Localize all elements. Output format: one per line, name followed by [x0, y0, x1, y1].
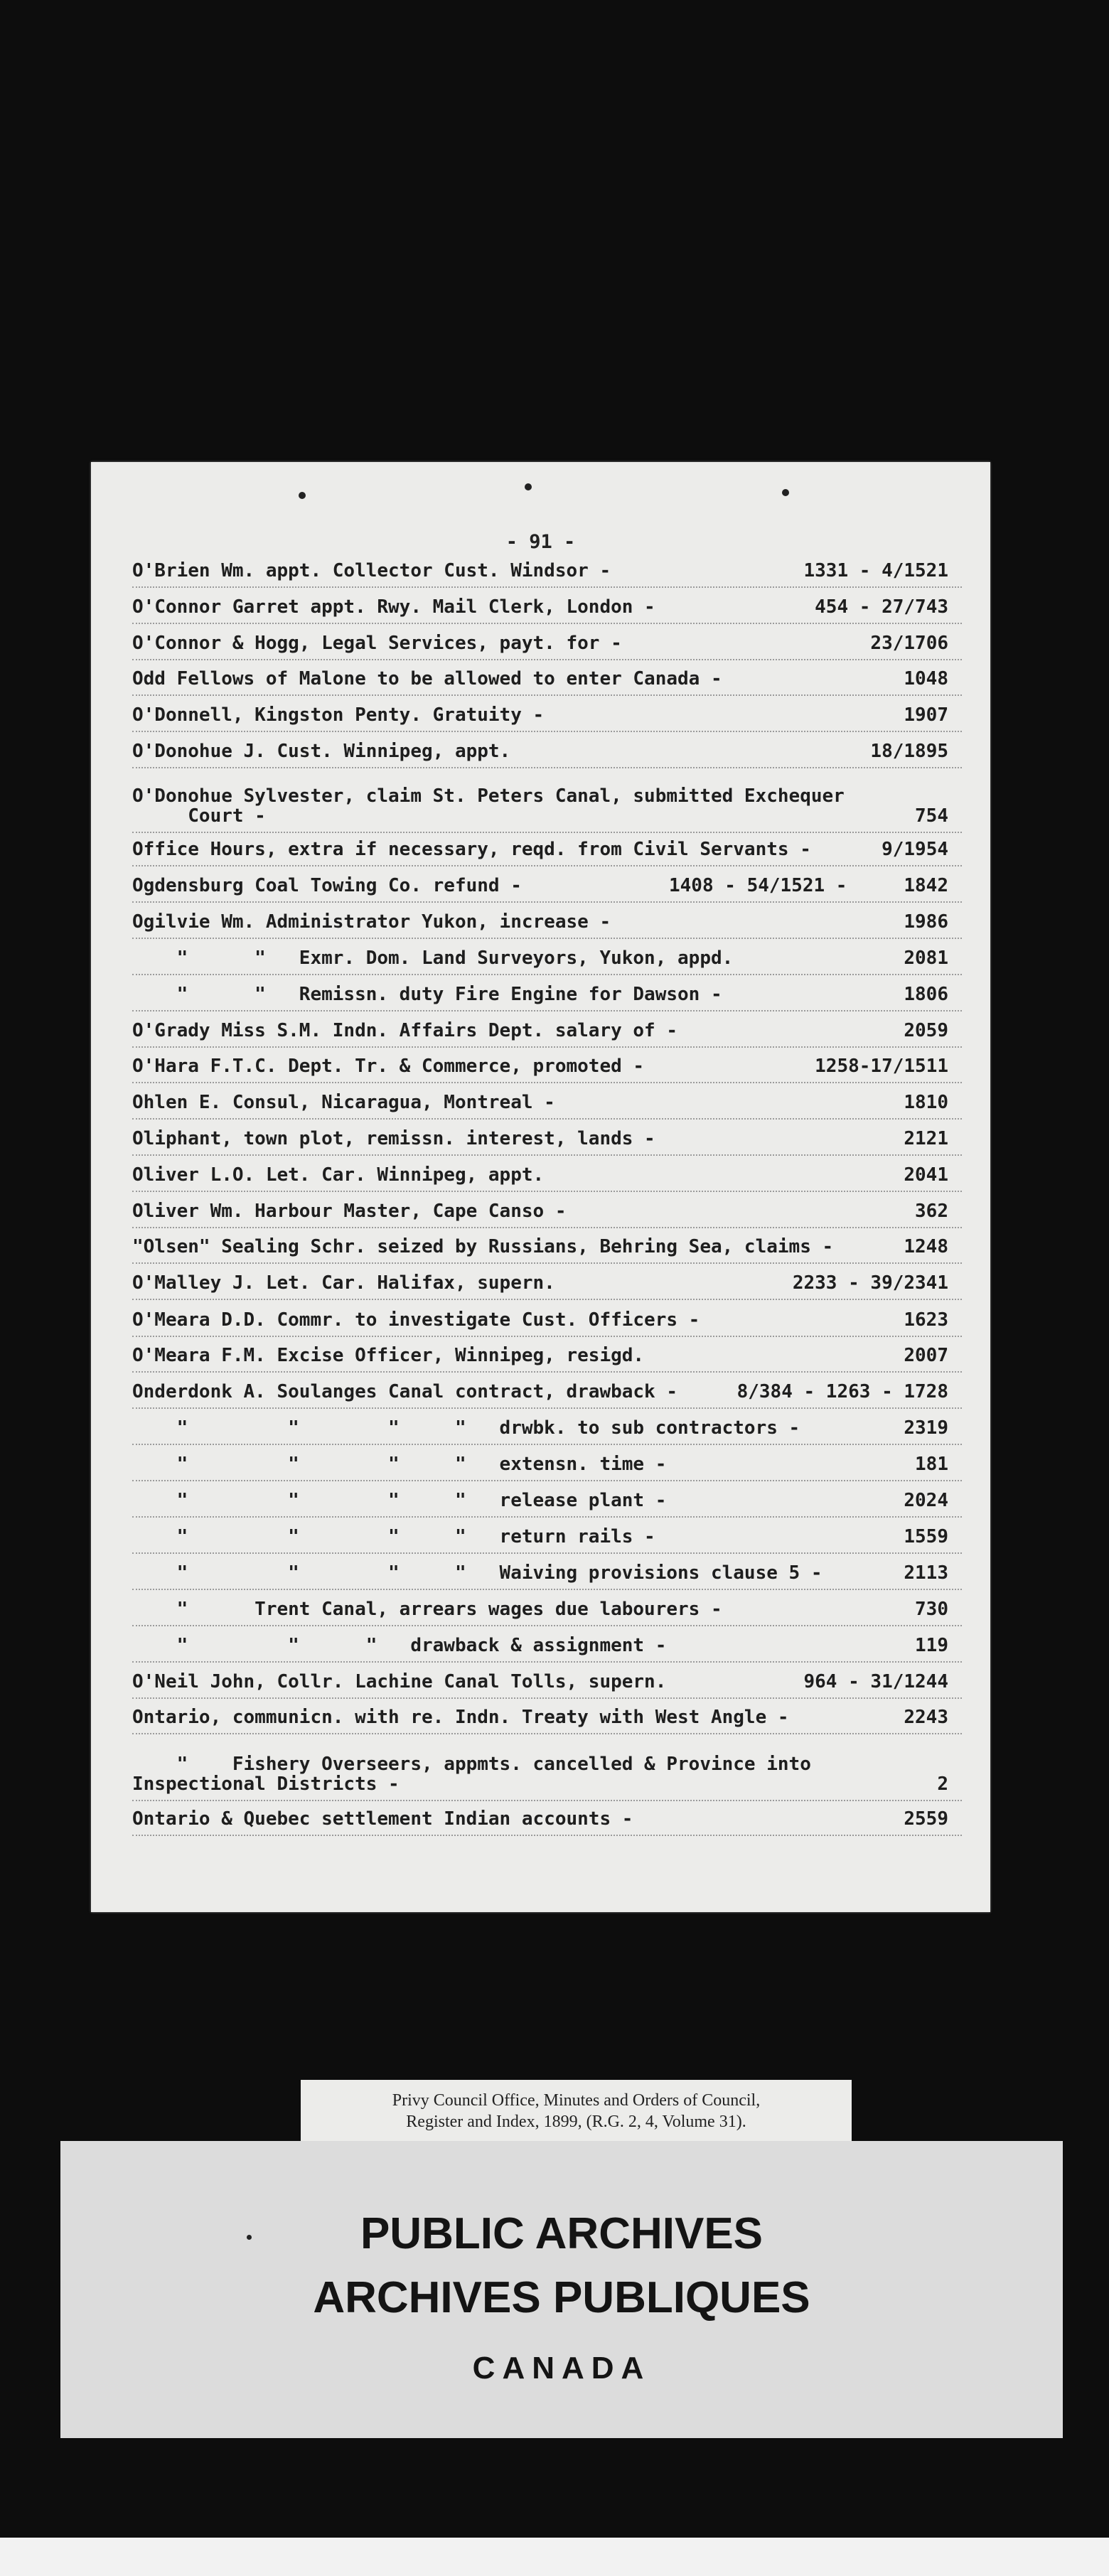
source-label-line: Privy Council Office, Minutes and Orders of Council, [392, 2091, 761, 2110]
entry-text: " Trent Canal, arrears wages due labourers - [132, 1599, 722, 1620]
entry-text: O'Connor Garret appt. Rwy. Mail Clerk, London - [132, 596, 655, 618]
entry-reference: 2113 [904, 1562, 948, 1584]
source-label-line: Register and Index, 1899, (R.G. 2, 4, Volume 31). [406, 2113, 746, 2131]
entry-reference: 2081 [904, 948, 948, 969]
entry-reference: 1842 [904, 875, 948, 896]
entry-text: Ohlen E. Consul, Nicaragua, Montreal - [132, 1092, 555, 1113]
entry-text: O'Donohue J. Cust. Winnipeg, appt. [132, 741, 511, 762]
index-entry [132, 1754, 948, 1794]
index-entry [132, 1491, 948, 1510]
ruled-line [132, 1227, 962, 1228]
ruled-line [132, 1661, 962, 1663]
index-entry [132, 561, 948, 581]
ruled-line [132, 1625, 962, 1626]
index-entry [132, 948, 948, 968]
source-label [301, 2080, 852, 2144]
stamp-dot-mark [247, 2235, 252, 2240]
ruled-line [132, 659, 962, 660]
ruled-line [132, 1800, 962, 1801]
ruled-line [132, 1336, 962, 1337]
ruled-line [132, 1835, 962, 1836]
entry-text: O'Brien Wm. appt. Collector Cust. Windsor - [132, 560, 611, 581]
entry-text: " " " " return rails - [132, 1526, 655, 1547]
ruled-line [132, 1010, 962, 1011]
entry-reference: 454 - 27/743 [815, 596, 948, 618]
index-entry [132, 876, 948, 896]
index-entry [132, 1056, 948, 1076]
entry-reference: 2059 [904, 1020, 948, 1041]
ruled-line [132, 1118, 962, 1120]
ruled-line [132, 974, 962, 975]
entry-reference: 1248 [904, 1236, 948, 1257]
ruled-line [132, 1082, 962, 1083]
index-entry [132, 633, 948, 653]
ruled-line [132, 1154, 962, 1156]
entry-reference: 2024 [904, 1490, 948, 1511]
ruled-line [132, 623, 962, 624]
entry-reference: 2041 [904, 1164, 948, 1186]
ruled-line [132, 1480, 962, 1481]
entry-text: Oliver Wm. Harbour Master, Cape Canso - [132, 1201, 567, 1222]
stamp-line: PUBLIC ARCHIVES [360, 2209, 764, 2258]
index-entry [132, 1707, 948, 1727]
index-entry [132, 1129, 948, 1149]
index-entry [132, 786, 948, 826]
ruled-line [132, 938, 962, 939]
punch-hole-mark [782, 489, 789, 496]
index-entry [132, 1563, 948, 1583]
entry-reference: 18/1895 [870, 741, 948, 762]
index-entry [132, 1599, 948, 1619]
index-entry [132, 741, 948, 761]
entry-reference: 181 [915, 1454, 948, 1475]
entry-text: " " " " drwbk. to sub contractors - [132, 1417, 800, 1439]
entry-text: O'Meara F.M. Excise Officer, Winnipeg, resigd. [132, 1345, 645, 1366]
ruled-line [132, 1589, 962, 1590]
entry-reference: 119 [915, 1635, 948, 1656]
entry-text: " " " " Waiving provisions clause 5 - [132, 1562, 823, 1584]
ruled-line [132, 1407, 962, 1409]
index-entry [132, 1809, 948, 1829]
entry-reference: 730 [915, 1599, 948, 1620]
index-entry [132, 705, 948, 725]
ruled-line [132, 1262, 962, 1264]
entry-text: O'Neil John, Collr. Lachine Canal Tolls, supern. [132, 1671, 667, 1692]
ruled-line [132, 865, 962, 866]
entry-reference: 1623 [904, 1309, 948, 1331]
entry-reference: 1806 [904, 984, 948, 1005]
index-entry [132, 1021, 948, 1041]
entry-reference: 2 [937, 1773, 948, 1795]
stamp-line: ARCHIVES PUBLIQUES [313, 2273, 810, 2322]
entry-text: O'Hara F.T.C. Dept. Tr. & Commerce, promoted - [132, 1056, 645, 1077]
entry-reference: 2233 - 39/2341 [792, 1272, 948, 1294]
index-entry [132, 1201, 948, 1221]
entry-text: O'Connor & Hogg, Legal Services, payt. for - [132, 633, 622, 654]
index-entry [132, 1418, 948, 1438]
entry-text: Oliphant, town plot, remissn. interest, lands - [132, 1128, 655, 1149]
entry-text: Odd Fellows of Malone to be allowed to enter Canada - [132, 668, 722, 689]
index-entry [132, 669, 948, 689]
index-entry [132, 984, 948, 1004]
ruled-line [132, 1733, 962, 1734]
ruled-line [132, 1444, 962, 1445]
film-edge-strip [0, 2538, 1109, 2576]
entry-text: Ogdensburg Coal Towing Co. refund - [132, 875, 522, 896]
index-entry [132, 1382, 948, 1402]
stamp-line: CANADA [472, 2351, 651, 2386]
ruled-line [132, 731, 962, 732]
index-entry [132, 1310, 948, 1330]
index-entry [132, 912, 948, 932]
archives-stamp [60, 2141, 1063, 2438]
entry-reference: 362 [915, 1201, 948, 1222]
entry-reference: 1258-17/1511 [815, 1056, 948, 1077]
entry-reference: 1986 [904, 911, 948, 933]
ruled-line [132, 1552, 962, 1554]
ruled-line [132, 1371, 962, 1373]
entry-text: Office Hours, extra if necessary, reqd. from Civil Servants - [132, 839, 811, 860]
entry-text: " " " " release plant - [132, 1490, 667, 1511]
index-entry [132, 1672, 948, 1692]
index-entry [132, 839, 948, 859]
entry-reference: 2007 [904, 1345, 948, 1366]
entry-reference: 1048 [904, 668, 948, 689]
entry-reference: 2319 [904, 1417, 948, 1439]
index-entry [132, 1165, 948, 1185]
index-entry [132, 1093, 948, 1112]
ruled-line [132, 767, 962, 768]
entry-text: O'Donohue Sylvester, claim St. Peters Canal, submitted Exchequer Court - [132, 785, 845, 827]
entry-text: " " Exmr. Dom. Land Surveyors, Yukon, appd. [132, 948, 734, 969]
entry-reference: 964 - 31/1244 [803, 1671, 948, 1692]
entry-reference: 9/1954 [882, 839, 948, 860]
index-entry [132, 1346, 948, 1365]
entry-text: Oliver L.O. Let. Car. Winnipeg, appt. [132, 1164, 545, 1186]
entry-text: O'Meara D.D. Commr. to investigate Cust. Officers - [132, 1309, 700, 1331]
entry-text: " " " drawback & assignment - [132, 1635, 667, 1656]
entry-text: " Fishery Overseers, appmts. cancelled & Province into Inspectional Districts - [132, 1754, 811, 1795]
index-entry [132, 1273, 948, 1293]
entry-reference: 8/384 - 1263 - 1728 [736, 1381, 948, 1402]
page-number: - 91 - [505, 531, 576, 553]
entry-reference: 2243 [904, 1707, 948, 1728]
entry-text: O'Malley J. Let. Car. Halifax, supern. [132, 1272, 555, 1294]
entry-reference: 1907 [904, 704, 948, 726]
entry-reference: 1331 - 4/1521 [803, 560, 948, 581]
entry-reference: 1810 [904, 1092, 948, 1113]
index-page [91, 462, 990, 1912]
index-entry [132, 1237, 948, 1257]
ruled-line [132, 586, 962, 588]
entry-text: "Olsen" Sealing Schr. seized by Russians, Behring Sea, claims - [132, 1236, 834, 1257]
entry-text: " " " " extensn. time - [132, 1454, 667, 1475]
ruled-line [132, 1516, 962, 1518]
ruled-line [132, 1299, 962, 1300]
ruled-line [132, 1191, 962, 1192]
punch-hole-mark [525, 483, 532, 490]
ruled-line [132, 832, 962, 833]
entry-reference: 2121 [904, 1128, 948, 1149]
punch-hole-mark [299, 492, 306, 499]
index-entry [132, 597, 948, 617]
entry-reference: 1559 [904, 1526, 948, 1547]
entry-text: Ogilvie Wm. Administrator Yukon, increase - [132, 911, 611, 933]
entry-text: " " Remissn. duty Fire Engine for Dawson - [132, 984, 722, 1005]
index-entry [132, 1454, 948, 1474]
index-entry [132, 1527, 948, 1547]
entry-text: Ontario & Quebec settlement Indian accounts - [132, 1808, 633, 1830]
ruled-line [132, 901, 962, 903]
entry-text: O'Donnell, Kingston Penty. Gratuity - [132, 704, 545, 726]
ruled-line [132, 1697, 962, 1699]
index-entry [132, 1636, 948, 1655]
entry-reference: 754 [915, 805, 948, 827]
entry-mid-reference: 1408 - 54/1521 - [669, 875, 847, 896]
ruled-line [132, 1046, 962, 1048]
entry-reference: 23/1706 [870, 633, 948, 654]
entry-text: Onderdonk A. Soulanges Canal contract, drawback - [132, 1381, 678, 1402]
entry-text: Ontario, communicn. with re. Indn. Treaty with West Angle - [132, 1707, 789, 1728]
entry-text: O'Grady Miss S.M. Indn. Affairs Dept. salary of - [132, 1020, 678, 1041]
ruled-line [132, 694, 962, 696]
entry-reference: 2559 [904, 1808, 948, 1830]
